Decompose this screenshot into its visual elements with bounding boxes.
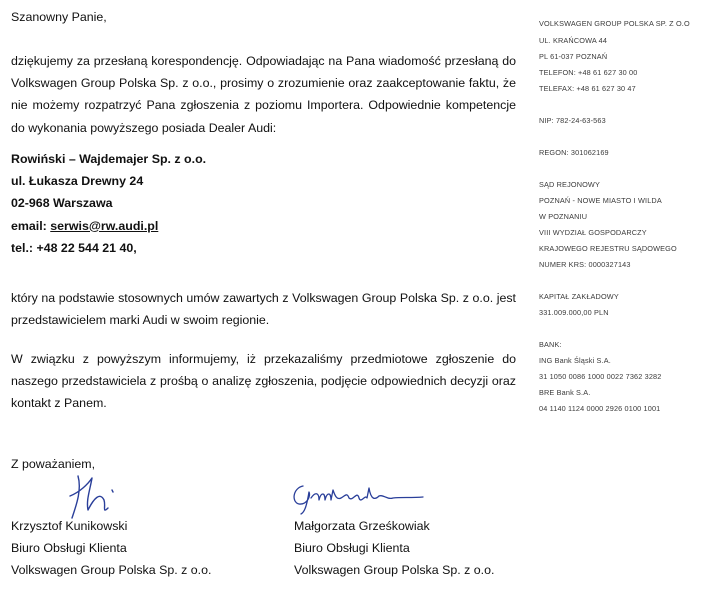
signer-grzeskowiak bbox=[294, 515, 494, 581]
signer-department: Biuro Obsługi Klienta bbox=[11, 541, 127, 555]
sidebar-phone: TELEFON: +48 61 627 30 00 bbox=[539, 68, 638, 77]
sidebar-bank-1-name: ING Bank Śląski S.A. bbox=[539, 356, 611, 365]
dealer-phone: tel.: +48 22 544 21 40, bbox=[11, 240, 137, 255]
sidebar-capital: 331.009.000,00 PLN bbox=[539, 308, 609, 317]
dealer-city: 02-968 Warszawa bbox=[11, 196, 113, 211]
signer-company: Volkswagen Group Polska Sp. z o.o. bbox=[294, 563, 495, 577]
sidebar-postal: PL 61-037 POZNAŃ bbox=[539, 52, 608, 61]
dealer-name: Rowiński – Wajdemajer Sp. z o.o. bbox=[11, 152, 207, 166]
signer-name: Małgorzata Grześkowiak bbox=[294, 519, 430, 533]
sidebar-fax: TELEFAX: +48 61 627 30 47 bbox=[539, 84, 636, 93]
greeting: Szanowny Panie, bbox=[11, 10, 107, 24]
intro-paragraph: dziękujemy za przesłaną korespondencję. Odpowiadając na Pana wiadomość przesłaną do Volkswagen Group Polska Sp. z o.o., prosimy o zrozumienie oraz zaakceptowanie faktu, że nie możemy rozpatrzyć Pana zgłoszenia z poziomu Importera. Odpowiednie kompetencje do wykonania powyższego posiada Dealer Audi: bbox=[11, 54, 516, 135]
sidebar-bank-1-account: 31 1050 0086 1000 0022 7362 3282 bbox=[539, 372, 662, 381]
sidebar-court-line: POZNAŃ - NOWE MIASTO I WILDA bbox=[539, 196, 662, 205]
dealer-street: ul. Łukasza Drewny 24 bbox=[11, 174, 144, 189]
sidebar-krs: NUMER KRS: 0000327143 bbox=[539, 260, 631, 269]
dealer-email-line bbox=[11, 215, 206, 237]
sidebar-bank-label: BANK: bbox=[539, 340, 562, 349]
sidebar-street: UL. KRAŃCOWA 44 bbox=[539, 36, 608, 45]
sidebar-company-name: VOLKSWAGEN GROUP POLSKA SP. Z O.O bbox=[539, 19, 690, 28]
signer-company: Volkswagen Group Polska Sp. z o.o. bbox=[11, 563, 212, 577]
sidebar-court-line: W POZNANIU bbox=[539, 212, 588, 221]
sidebar-nip: NIP: 782-24-63-563 bbox=[539, 116, 606, 125]
sidebar-capital-label: KAPITAŁ ZAKŁADOWY bbox=[539, 292, 619, 301]
signer-kunikowski bbox=[11, 515, 211, 581]
closing-salutation: Z poważaniem, bbox=[11, 457, 96, 471]
sidebar-court-line: VIII WYDZIAŁ GOSPODARCZY bbox=[539, 228, 647, 237]
sidebar-court-line: SĄD REJONOWY bbox=[539, 180, 600, 189]
signature-grzeskowiak bbox=[289, 478, 429, 516]
dealer-email-link[interactable]: serwis@rw.audi.pl bbox=[50, 218, 159, 233]
role-paragraph: który na podstawie stosownych umów zawartych z Volkswagen Group Polska Sp. z o.o. jest przedstawicielem marki Audi w swoim regionie. bbox=[11, 291, 516, 328]
info-paragraph: W związku z powyższym informujemy, iż przekazaliśmy przedmiotowe zgłoszenie do naszego przedstawiciela z prośbą o analizę zgłoszenia, podjęcie odpowiednich decyzji oraz kontakt z Panem. bbox=[11, 352, 516, 411]
dealer-address-block bbox=[11, 148, 206, 259]
sidebar-court-line: KRAJOWEGO REJESTRU SĄDOWEGO bbox=[539, 244, 677, 253]
signer-name: Krzysztof Kunikowski bbox=[11, 519, 128, 533]
signer-department: Biuro Obsługi Klienta bbox=[294, 541, 410, 555]
dealer-email-label: email: bbox=[11, 218, 51, 233]
sidebar-bank-2-account: 04 1140 1124 0000 2926 0100 1001 bbox=[539, 404, 661, 413]
sidebar-regon: REGON: 301062169 bbox=[539, 148, 609, 157]
sidebar-bank-2-name: BRE Bank S.A. bbox=[539, 388, 591, 397]
